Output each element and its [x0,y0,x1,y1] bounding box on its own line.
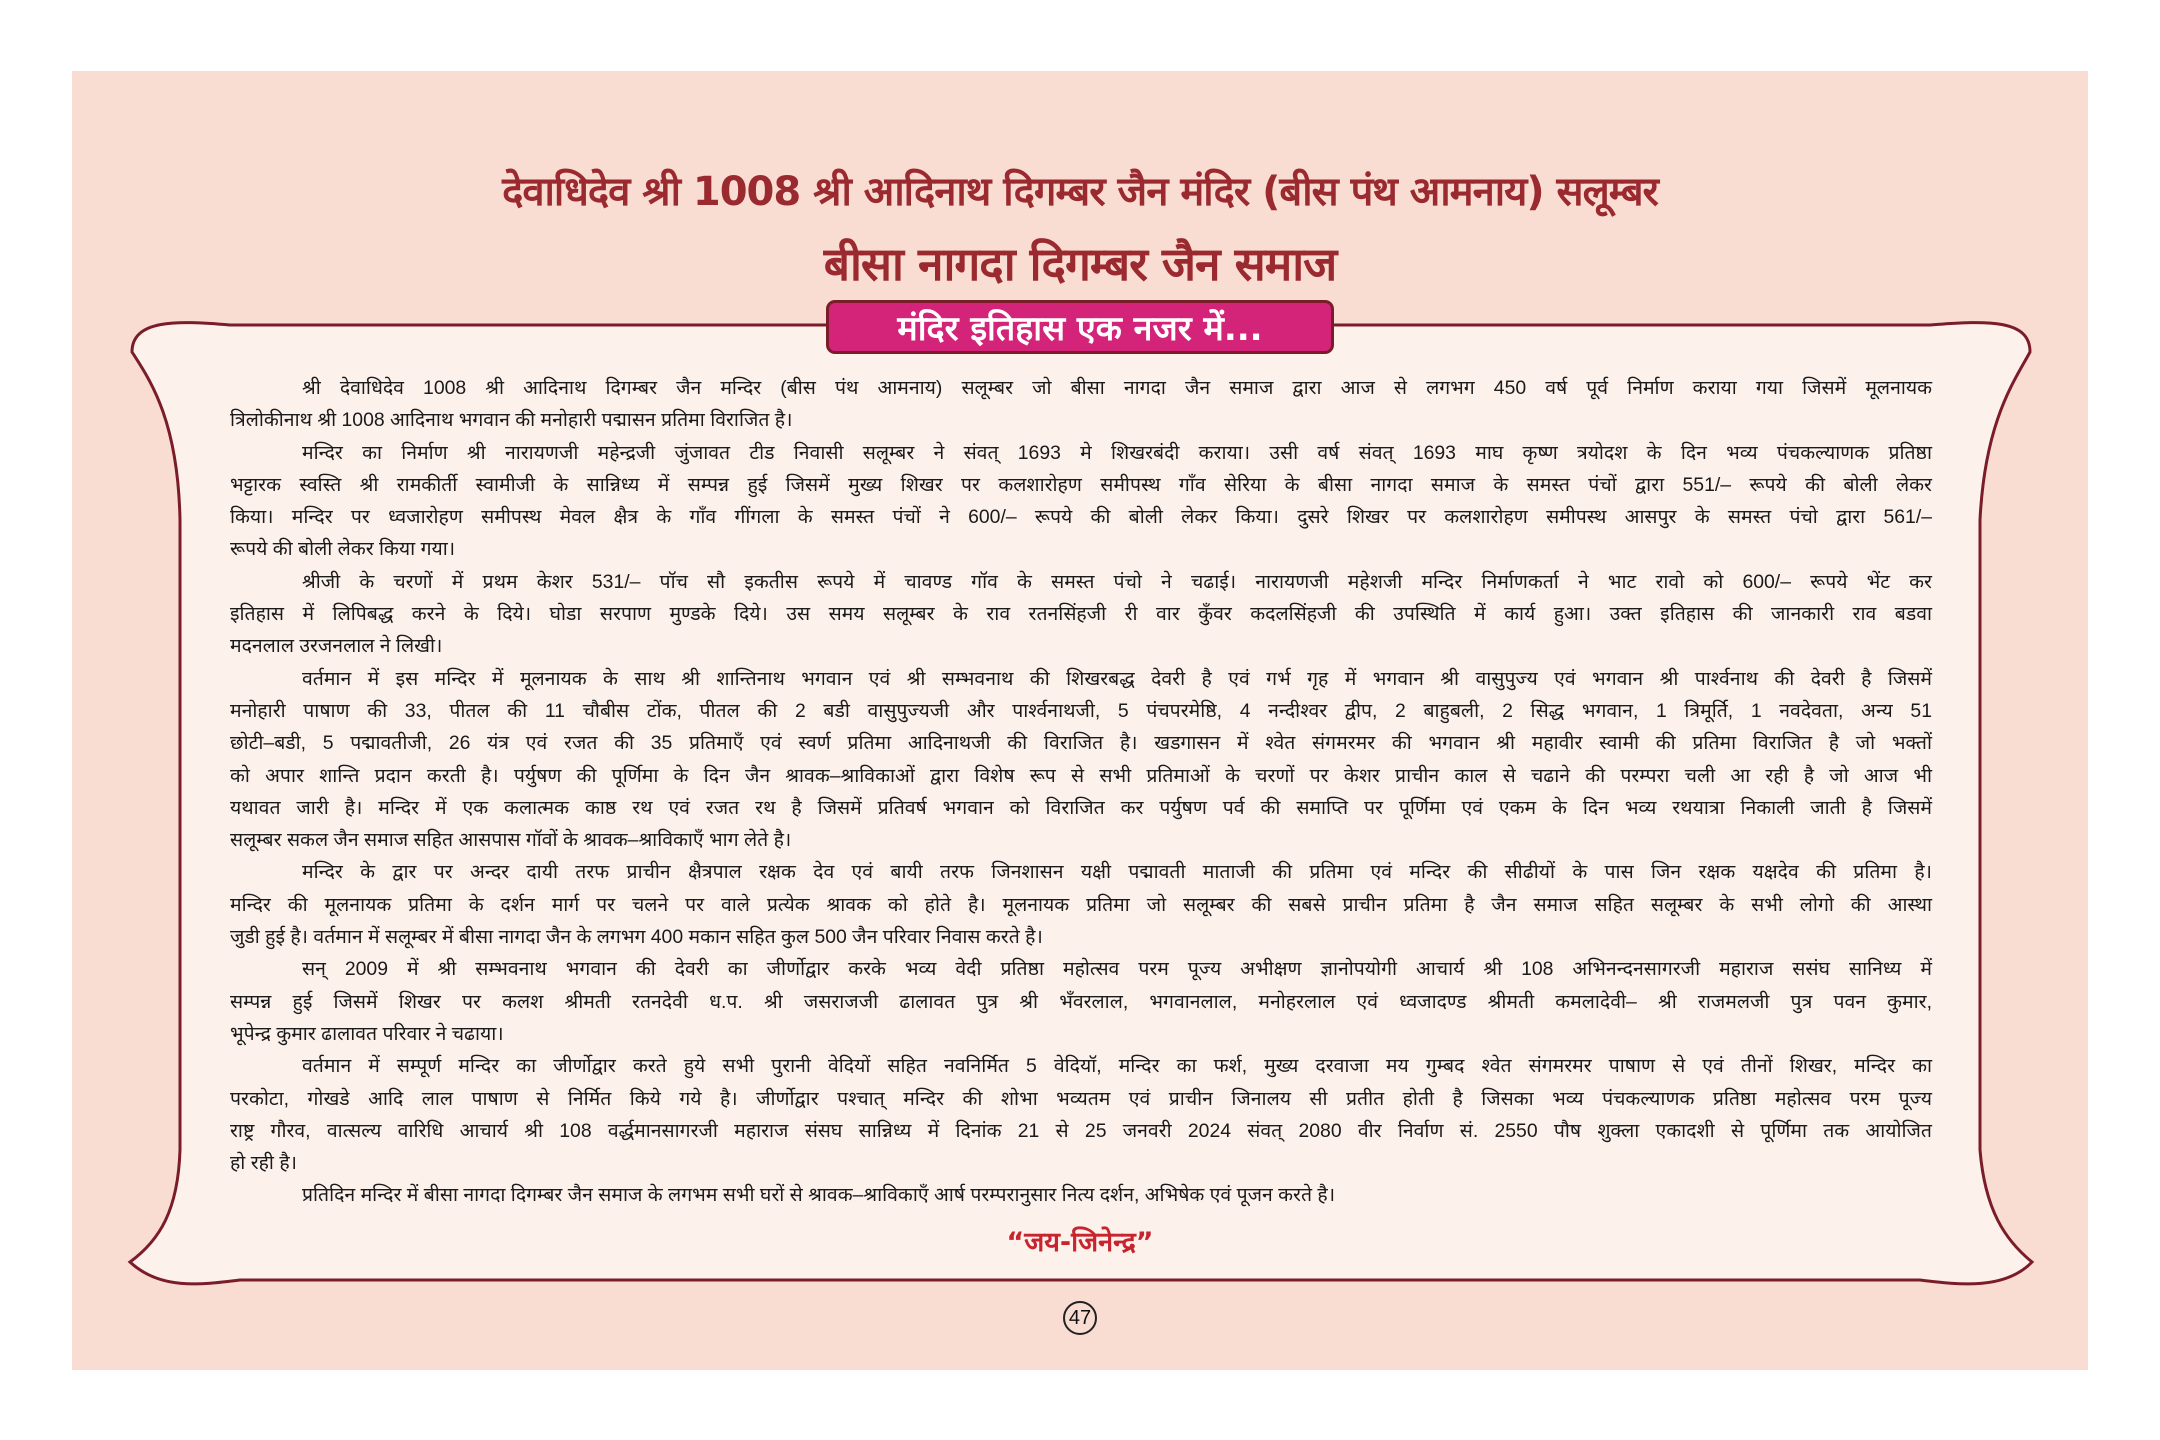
history-paragraph [230,372,1932,437]
paragraph-line: त्रिलोकीनाथ श्री 1008 आदिनाथ भगवान की मनोहारी पद्मासन प्रतिमा विराजित है। [230,409,793,432]
paragraph-line: प्रतिदिन मन्दिर में बीसा नागदा दिगम्बर जैन समाज के लगभम सभी घरों से श्रावक–श्राविकाएँ आर्ष परम्परानुसार नित्य दर्शन, अभिषेक एवं पूजन करते है। [302,1184,1336,1207]
paragraph-line: मन्दिर का निर्माण श्री नारायणजी महेन्द्रजी जुंजावत टीड निवासी सलूम्बर ने संवत् 1693 मे शिखरबंदी कराया। उसी वर्ष संवत् 1693 माघ कृष्ण त्रयोदश के दिन भव्य पंचकल्याणक प्रतिष्ठा [302,441,1932,464]
paragraph-line: सलूम्बर सकल जैन समाज सहित आसपास गॉवों के श्रावक–श्राविकाएँ भाग लेते है। [230,829,792,852]
closing-greeting: “जय-जिनेन्द्र” [1006,1227,1154,1258]
paragraph-line: श्रीजी के चरणों में प्रथम केशर 531/– पॉच सौ इकतीस रूपये में चावण्ड गॉव के समस्त पंचो ने चढाई। नारायणजी महेशजी मन्दिर निर्माणकर्ता ने भाट रावो को 600/– रूपये भेंट कर [302,570,1932,593]
history-paragraph [230,663,1932,857]
paragraph-line: जुडी हुई है। वर्तमान में सलूम्बर में बीसा नागदा जैन के लगभग 400 मकान सहित कुल 500 जैन परिवार निवास करते है। [230,926,1043,949]
paragraph-line: मन्दिर की मूलनायक प्रतिमा के दर्शन मार्ग पर चलने पर वाले प्रत्येक श्रावक को होते है। मूलनायक प्रतिमा जो सलूम्बर की सबसे प्राचीन प्रतिमा है जैन समाज सहित सलूम्बर के सभी लोगो की आस्था [230,893,1932,916]
paragraph-line: मदनलाल उरजनलाल ने लिखी। [230,635,443,658]
history-text-body [230,372,1932,1212]
paragraph-line: मन्दिर के द्वार पर अन्दर दायी तरफ प्राचीन क्षैत्रपाल रक्षक देव एवं बायी तरफ जिनशासन यक्षी पद्मावती माताजी की प्रतिमा एवं मन्दिर की सीढीयों के पास जिन रक्षक यक्षदेव की प्रतिमा है। [302,861,1932,884]
paragraph-line: किया। मन्दिर पर ध्वजारोहण समीपस्थ मेवल क्षैत्र के गाँव गींगला के समस्त पंचों ने 600/– रूपये की बोली लेकर किया। दुसरे शिखर पर कलशारोहण समीपस्थ आसपुर के समस्त पंचो द्वारा 561/– [230,506,1932,529]
paragraph-line: रूपये की बोली लेकर किया गया। [230,538,456,561]
paragraph-line: हो रही है। [230,1152,297,1175]
paragraph-line: वर्तमान में इस मन्दिर में मूलनायक के साथ श्री शान्तिनाथ भगवान एवं श्री सम्भवनाथ की शिखरबद्ध देवरी है एवं गर्भ गृह में भगवान श्री वासुपुज्य एवं भगवान श्री पार्श्वनाथ की देवरी है जिसमें [302,667,1932,690]
section-banner: मंदिर इतिहास एक नजर में... [826,300,1334,354]
paragraph-line: मनोहारी पाषाण की 33, पीतल की 11 चौबीस टोंक, पीतल की 2 बडी वासुपुज्यजी और पार्श्वनाथजी, 5 पंचपरमेष्ठि, 4 नन्दीश्वर द्वीप, 2 बाहुबली, 2 सिद्ध भगवान, 1 त्रिमूर्ति, 1 नवदेवता, अन्य 51 [230,699,1932,722]
paragraph-line: छोटी–बडी, 5 पद्मावतीजी, 26 यंत्र एवं रजत की 35 प्रतिमाएँ एवं स्वर्ण प्रतिमा आदिनाथजी की विराजित है। खडगासन में श्वेत संगमरमर की भगवान श्री महावीर स्वामी की प्रतिमा विराजित है जो भक्तों [230,732,1932,755]
paragraph-line: श्री देवाधिदेव 1008 श्री आदिनाथ दिगम्बर जैन मन्दिर (बीस पंथ आमनाय) सलूम्बर जो बीसा नागदा जैन समाज द्वारा आज से लगभग 450 वर्ष पूर्व निर्माण कराया गया जिसमें मूलनायक [302,377,1932,399]
paragraph-line: सम्पन्न हुई जिसमें शिखर पर कलश श्रीमती रतनदेवी ध.प. श्री जसराजजी ढालावत पुत्र श्री भँवरलाल, भगवानलाल, मनोहरलाल एवं ध्वजादण्ड श्रीमती कमलादेवी– श्री राजमलजी पुत्र पवन कुमार, [230,990,1932,1013]
history-paragraph [230,437,1932,566]
history-paragraph [230,1050,1932,1179]
history-paragraph [230,953,1932,1050]
paragraph-line: राष्ट्र गौरव, वात्सल्य वारिधि आचार्य श्री 108 वर्द्धमानसागरजी महाराज संसघ सान्निध्य में दिनांक 21 से 25 जनवरी 2024 संवत् 2080 वीर निर्वाण सं. 2550 पौष शुक्ला एकादशी से पूर्णिमा तक आयोजित [230,1119,1932,1142]
page-number: 47 [1063,1301,1097,1335]
paragraph-line: को अपार शान्ति प्रदान करती है। पर्युषण की पूर्णिमा के दिन जैन श्रावक–श्राविकाओं द्वारा विशेष रूप से सभी प्रतिमाओं के चरणों पर केशर प्राचीन काल से चढाने की परम्परा चली आ रही है जो आज भी [230,764,1932,787]
history-paragraph [230,856,1932,953]
paragraph-line: भूपेन्द्र कुमार ढालावत परिवार ने चढाया। [230,1022,504,1045]
paragraph-line: परकोटा, गोखडे आदि लाल पाषाण से निर्मित किये गये है। जीर्णोद्वार पश्चात् मन्दिर की शोभा भव्यतम एवं प्राचीन जिनालय सी प्रतीत होती है जिसका भव्य पंचकल्याणक प्रतिष्ठा महोत्सव परम पूज्य [230,1087,1932,1110]
history-paragraph [230,566,1932,663]
paragraph-line: इतिहास में लिपिबद्ध करने के दिये। घोडा सरपाण मुण्डके दिये। उस समय सलूम्बर के राव रतनसिंहजी री वार कुँवर कदलसिंहजी की उपस्थिति में कार्य हुआ। उक्त इतिहास की जानकारी राव बडवा [230,603,1932,626]
paragraph-line: वर्तमान में सम्पूर्ण मन्दिर का जीर्णोद्वार करते हुये सभी पुरानी वेदियों सहित नवनिर्मित 5 वेदियॉ, मन्दिर का फर्श, मुख्य दरवाजा मय गुम्बद श्वेत संगमरमर पाषाण से एवं तीनों शिखर, मन्दिर का [302,1055,1932,1078]
history-paragraph [230,1179,1932,1211]
paragraph-line: भट्टारक स्वस्ति श्री रामकीर्ती स्वामीजी के सान्निध्य में सम्पन्न हुई जिसमें मुख्य शिखर पर कलशारोहण समीपस्थ गाँव सेरिया के बीसा नागदा समाज के समस्त पंचों द्वारा 551/– रूपये की बोली लेकर [230,473,1932,496]
page-title-line-2: बीसा नागदा दिगम्बर जैन समाज [823,237,1337,291]
paragraph-line: सन् 2009 में श्री सम्भवनाथ भगवान की देवरी का जीर्णोद्वार करके भव्य वेदी प्रतिष्ठा महोत्सव परम पूज्य अभीक्षण ज्ञानोपयोगी आचार्य श्री 108 अभिनन्दनसागरजी महाराज ससंघ सानिध्य में [302,958,1932,981]
paragraph-line: यथावत जारी है। मन्दिर में एक कलात्मक काष्ठ रथ एवं रजत रथ है जिसमें प्रतिवर्ष भगवान को विराजित कर पर्युषण पर्व की समाप्ति पर पूर्णिमा एवं एकम के दिन भव्य रथयात्रा निकाली जाती है जिसमें [230,796,1932,819]
page-title-line-1: देवाधिदेव श्री 1008 श्री आदिनाथ दिगम्बर जैन मंदिर (बीस पंथ आमनाय) सलूम्बर [502,169,1658,215]
